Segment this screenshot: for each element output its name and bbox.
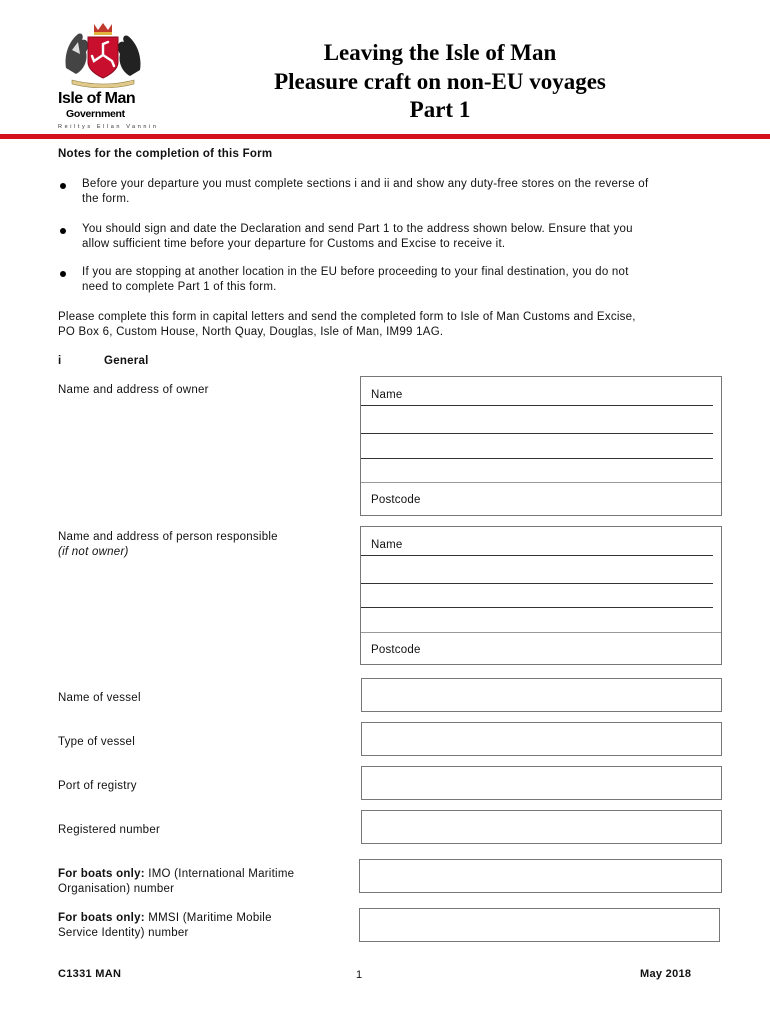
responsible-address-line1[interactable]	[361, 583, 713, 584]
port-of-registry-input[interactable]	[361, 766, 722, 800]
note-2-line1: You should sign and date the Declaration and send Part 1 to the address shown below. Ensure that you	[82, 223, 633, 235]
owner-label: Name and address of owner	[58, 384, 209, 396]
vessel-name-input[interactable]	[361, 678, 722, 712]
form-title-line3: Part 1	[409, 97, 471, 122]
owner-address-box[interactable]	[360, 376, 722, 516]
owner-name-line[interactable]	[361, 405, 713, 406]
bullet-dot	[60, 183, 66, 189]
imo-label-line1	[58, 867, 294, 883]
mmsi-label-bold: For boats only:	[58, 912, 145, 924]
owner-address-line2[interactable]	[361, 458, 713, 459]
responsible-label: Name and address of person responsible	[58, 531, 278, 543]
footer-date: May 2018	[640, 968, 692, 980]
notes-heading: Notes for the completion of this Form	[58, 148, 273, 160]
port-of-registry-label: Port of registry	[58, 780, 137, 792]
section-number: i	[58, 355, 62, 367]
note-1-line2: the form.	[82, 193, 130, 205]
mmsi-label-line1	[58, 911, 272, 927]
responsible-postcode-divider	[361, 632, 721, 633]
mmsi-label-text: MMSI (Maritime Mobile	[144, 912, 272, 924]
vessel-name-label: Name of vessel	[58, 692, 141, 704]
mmsi-label-line2: Service Identity) number	[58, 927, 189, 939]
responsible-name-label: Name	[371, 539, 403, 551]
instruction-line1: Please complete this form in capital letters and send the completed form to Isle of Man Customs and Excise,	[58, 311, 636, 323]
responsible-sublabel: (if not owner)	[58, 546, 129, 558]
form-title-line1: Leaving the Isle of Man	[323, 40, 557, 65]
imo-label-bold: For boats only:	[58, 868, 145, 880]
responsible-address-box[interactable]	[360, 526, 722, 665]
vessel-type-label: Type of vessel	[58, 736, 136, 748]
section-title: General	[104, 355, 149, 367]
imo-label-line2: Organisation) number	[58, 883, 175, 895]
note-3-line1: If you are stopping at another location in the EU before proceeding to your final destination, you do not	[82, 266, 629, 278]
owner-address-line1[interactable]	[361, 433, 713, 434]
responsible-postcode-label: Postcode	[371, 644, 421, 656]
imo-label-text: IMO (International Maritime	[144, 868, 295, 880]
form-title-line2: Pleasure craft on non-EU voyages	[274, 69, 606, 94]
imo-number-input[interactable]	[359, 859, 722, 893]
registered-number-input[interactable]	[361, 810, 722, 844]
owner-name-label: Name	[371, 389, 403, 401]
bullet-dot	[60, 271, 66, 277]
vessel-type-input[interactable]	[361, 722, 722, 756]
bullet-dot	[60, 228, 66, 234]
responsible-address-line2[interactable]	[361, 607, 713, 608]
owner-postcode-divider	[361, 482, 721, 483]
header-divider	[0, 134, 770, 139]
note-1-line1: Before your departure you must complete sections i and ii and show any duty-free stores on the reverse of	[82, 178, 649, 190]
note-2-line2: allow sufficient time before your departure for Customs and Excise to receive it.	[82, 238, 506, 250]
instruction-line2: PO Box 6, Custom House, North Quay, Douglas, Isle of Man, IM99 1AG.	[58, 326, 444, 338]
footer-page-number: 1	[356, 969, 363, 981]
crest-logo	[58, 20, 148, 88]
responsible-name-line[interactable]	[361, 555, 713, 556]
footer-form-code: C1331 MAN	[58, 968, 122, 980]
mmsi-number-input[interactable]	[359, 908, 720, 942]
logo-wordmark: Isle of Man	[58, 90, 136, 107]
logo-government: Government	[66, 108, 125, 120]
logo-manx-motto: Reiltys Ellan Vannin	[58, 124, 159, 130]
registered-number-label: Registered number	[58, 824, 161, 836]
owner-postcode-label: Postcode	[371, 494, 421, 506]
note-3-line2: need to complete Part 1 of this form.	[82, 281, 277, 293]
